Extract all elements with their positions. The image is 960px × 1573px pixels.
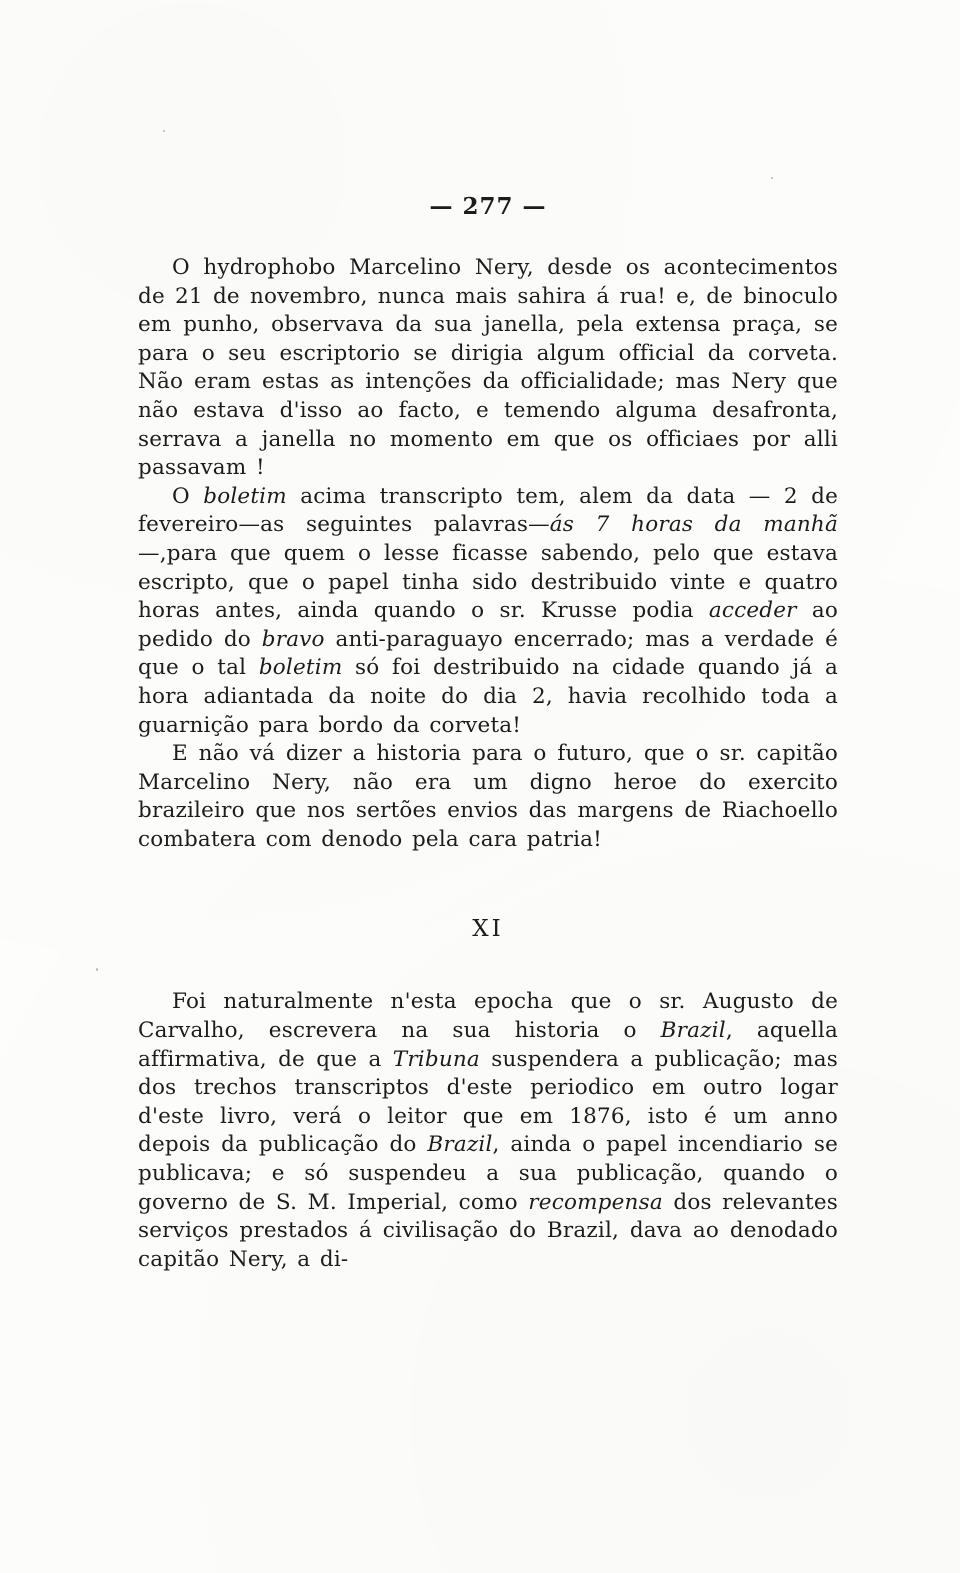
italic-text-segment: ás 7 horas da manhã bbox=[549, 512, 839, 538]
section-heading: XI bbox=[472, 916, 504, 943]
paragraph bbox=[138, 740, 838, 854]
text-segment: E não vá dizer a historia para o futuro, que o sr. capitão Marcelino Nery, não era um digno heroe do exercito brazileiro que nos sertões envios das margens de Riachoello combatera com denodo pela cara patria! bbox=[138, 741, 838, 852]
text-segment: dos relevantes serviços prestados á civilisação do Brazil, dava ao denodado capitão Nery, a di- bbox=[138, 1189, 838, 1272]
text-column bbox=[138, 193, 838, 1274]
text-segment: , aquella affirmativa, de que a bbox=[138, 1018, 838, 1072]
scan-speck bbox=[163, 130, 165, 132]
scan-speck bbox=[96, 968, 98, 971]
italic-text-segment: boletim bbox=[203, 483, 287, 509]
paragraph bbox=[138, 483, 838, 740]
italic-text-segment: recompensa bbox=[528, 1189, 663, 1215]
page-number: — 277 — bbox=[429, 193, 547, 220]
text-segment: ao pedido do bbox=[138, 598, 838, 652]
italic-text-segment: Brazil bbox=[660, 1018, 726, 1044]
paragraph bbox=[138, 254, 838, 483]
text-segment: , ainda o papel incendiario se publicava; e só suspendeu a sua publicação, quando o governo de S. M. Imperial, como bbox=[138, 1132, 838, 1215]
text-segment: O bbox=[172, 483, 204, 509]
scan-speck bbox=[771, 177, 773, 179]
italic-text-segment: Brazil bbox=[427, 1132, 493, 1158]
text-segment: O hydrophobo Marcelino Nery, desde os acontecimentos de 21 de novembro, nunca mais sahira á rua! e, de binoculo em punho, observava da sua janella, pela extensa praça, se para o seu escriptorio se dirigia algum official da corveta. Não eram estas as intenções da officialidade; mas Nery que não estava d'isso ao facto, e temendo alguma desafronta, serrava a janella no momento em que os officiaes por alli passavam ! bbox=[138, 255, 838, 481]
italic-text-segment: acceder bbox=[708, 598, 797, 624]
text-segment: Foi naturalmente n'esta epocha que o sr. Augusto de Carvalho, escrevera na sua historia o bbox=[138, 989, 838, 1044]
text-segment: acima transcripto tem, alem da data — 2 de fevereiro—as seguintes palavras— bbox=[138, 483, 838, 538]
text-segment: anti-paraguayo encerrado; mas a verdade é que o tal bbox=[138, 626, 838, 681]
italic-text-segment: bravo bbox=[261, 626, 325, 652]
text-block-before-heading bbox=[138, 254, 838, 854]
text-block-after-heading bbox=[138, 988, 838, 1274]
italic-text-segment: Tribuna bbox=[392, 1046, 480, 1072]
italic-text-segment: boletim bbox=[258, 655, 343, 681]
paragraph bbox=[138, 988, 838, 1274]
text-segment: suspendera a publicação; mas dos trechos transcriptos d'este periodico em outro logar d'este livro, verá o leitor que em 1876, isto é um anno depois da publicação do bbox=[138, 1046, 838, 1158]
text-segment: —,para que quem o lesse ficasse sabendo, pelo que estava escripto, que o papel tinha sido destribuido vinte e quatro horas antes, ainda quando o sr. Krusse podia bbox=[138, 540, 838, 624]
text-segment: só foi destribuido na cidade quando já a hora adiantada da noite do dia 2, havia recolhido toda a guarnição para bordo da corveta! bbox=[138, 655, 838, 738]
